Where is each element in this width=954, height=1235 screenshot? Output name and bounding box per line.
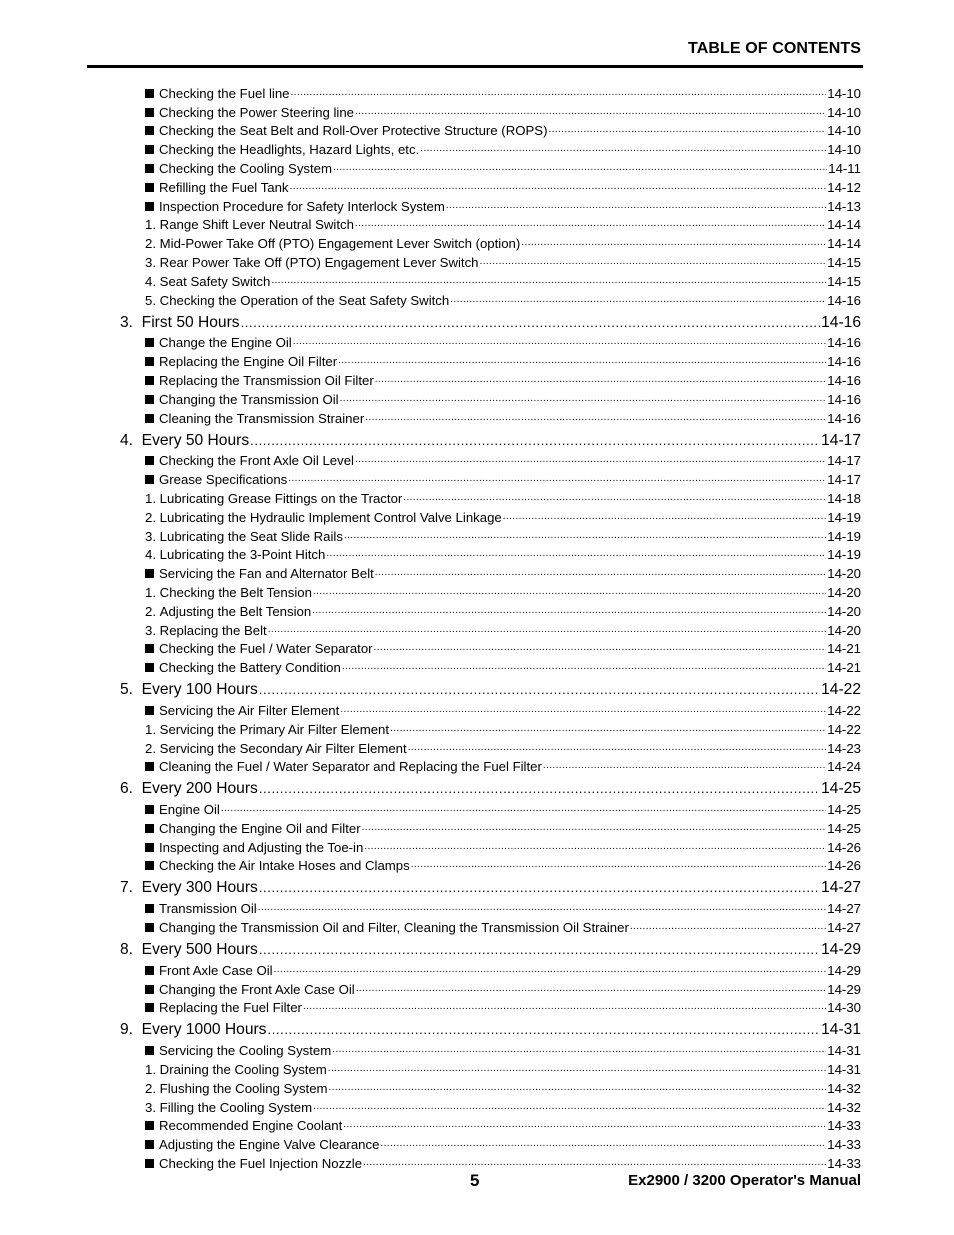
toc-entry-number: 3. bbox=[145, 1099, 160, 1115]
toc-entry-label: Grease Specifications bbox=[159, 472, 288, 488]
toc-entry-label: Checking the Cooling System bbox=[159, 160, 332, 176]
toc-entry-label: Lubricating Grease Fittings on the Tractor bbox=[159, 490, 403, 506]
square-bullet-icon bbox=[145, 1140, 154, 1149]
toc-entry-label: Replacing the Transmission Oil Filter bbox=[159, 372, 374, 388]
toc-entry-page: 14-25 bbox=[821, 780, 861, 798]
toc-entry-page: 14-25 bbox=[827, 820, 861, 836]
square-bullet-icon bbox=[145, 861, 154, 870]
toc-entry-page: 14-16 bbox=[827, 292, 861, 308]
toc-entry-page: 14-15 bbox=[827, 273, 861, 289]
toc-entry-label: Every 1000 Hours bbox=[141, 1021, 267, 1039]
square-bullet-icon bbox=[145, 414, 154, 423]
dot-leader bbox=[328, 1063, 826, 1075]
dot-leader bbox=[630, 921, 826, 933]
toc-entry-label: Refilling the Fuel Tank bbox=[159, 179, 289, 195]
toc-entry[interactable] bbox=[0, 1058, 954, 1077]
toc-entry-page: 14-12 bbox=[827, 179, 861, 195]
toc-entry-label: Servicing the Fan and Alternator Belt bbox=[159, 566, 374, 582]
square-bullet-icon bbox=[145, 985, 154, 994]
toc-entry[interactable] bbox=[0, 619, 954, 638]
toc-entry-page: 14-20 bbox=[827, 566, 861, 582]
toc-entry[interactable] bbox=[0, 798, 954, 817]
toc-entry-page: 14-29 bbox=[827, 981, 861, 997]
toc-entry-number: 5. bbox=[120, 681, 142, 699]
dot-leader bbox=[408, 742, 827, 754]
toc-entry[interactable] bbox=[0, 270, 954, 289]
dot-leader bbox=[342, 661, 826, 673]
toc-entry[interactable] bbox=[0, 138, 954, 157]
toc-entry-number: 4. bbox=[120, 431, 142, 449]
dot-leader bbox=[355, 454, 826, 466]
toc-section-entry[interactable] bbox=[0, 775, 954, 798]
dot-leader bbox=[312, 605, 826, 617]
toc-entry-page: 14-16 bbox=[827, 410, 861, 426]
dot-leader bbox=[290, 87, 826, 99]
toc-entry-number: 3. bbox=[120, 313, 142, 331]
dot-leader bbox=[343, 1119, 826, 1131]
toc-section-entry[interactable] bbox=[0, 936, 954, 959]
toc-entry-number: 2. bbox=[145, 740, 160, 756]
dot-leader bbox=[380, 1138, 826, 1150]
toc-entry[interactable] bbox=[0, 289, 954, 308]
dot-leader bbox=[313, 586, 826, 598]
toc-entry-page: 14-25 bbox=[827, 802, 861, 818]
dot-leader bbox=[340, 704, 826, 716]
toc-entry[interactable] bbox=[0, 1115, 954, 1134]
dot-leader bbox=[403, 492, 826, 504]
dot-leader bbox=[250, 433, 820, 448]
dot-leader bbox=[420, 143, 826, 155]
toc-entry[interactable] bbox=[0, 1152, 954, 1171]
toc-entry[interactable] bbox=[0, 997, 954, 1016]
toc-entry-number: 5. bbox=[145, 292, 160, 308]
toc-entry[interactable] bbox=[0, 332, 954, 351]
toc-entry-label: Changing the Front Axle Case Oil bbox=[159, 981, 355, 997]
toc-entry-page: 14-11 bbox=[828, 160, 861, 176]
toc-entry[interactable] bbox=[0, 1077, 954, 1096]
toc-entry-label: Checking the Front Axle Oil Level bbox=[159, 453, 354, 469]
square-bullet-icon bbox=[145, 644, 154, 653]
dot-leader bbox=[271, 275, 826, 287]
square-bullet-icon bbox=[145, 475, 154, 484]
square-bullet-icon bbox=[145, 904, 154, 913]
toc-entry-page: 14-23 bbox=[827, 740, 861, 756]
dot-leader bbox=[355, 106, 826, 118]
dot-leader bbox=[332, 1044, 826, 1056]
toc-entry-page: 14-33 bbox=[827, 1137, 861, 1153]
toc-entry-page: 14-10 bbox=[827, 142, 861, 158]
toc-section-entry[interactable] bbox=[0, 309, 954, 332]
toc-entry-label: Every 500 Hours bbox=[141, 941, 258, 959]
dot-leader bbox=[411, 859, 827, 871]
dot-leader bbox=[241, 315, 821, 330]
toc-entry[interactable] bbox=[0, 737, 954, 756]
toc-entry-page: 14-10 bbox=[827, 104, 861, 120]
toc-entry[interactable] bbox=[0, 544, 954, 563]
dot-leader bbox=[258, 902, 827, 914]
toc-entry-page: 14-31 bbox=[827, 1062, 861, 1078]
toc-entry-label: Checking the Fuel / Water Separator bbox=[159, 641, 373, 657]
toc-entry-page: 14-16 bbox=[821, 313, 861, 331]
toc-entry-page: 14-16 bbox=[827, 354, 861, 370]
toc-entry-number: 3. bbox=[145, 528, 160, 544]
dot-leader bbox=[375, 374, 827, 386]
toc-entry-page: 14-21 bbox=[827, 660, 861, 676]
dot-leader bbox=[268, 624, 827, 636]
square-bullet-icon bbox=[145, 395, 154, 404]
toc-entry-label: Checking the Fuel line bbox=[159, 85, 290, 101]
toc-entry-label: Inspecting and Adjusting the Toe-in bbox=[159, 839, 364, 855]
square-bullet-icon bbox=[145, 338, 154, 347]
toc-entry[interactable] bbox=[0, 468, 954, 487]
toc-entry-page: 14-10 bbox=[827, 123, 861, 139]
toc-entry-label: Every 50 Hours bbox=[141, 431, 250, 449]
toc-entry-page: 14-24 bbox=[827, 759, 861, 775]
toc-entry[interactable] bbox=[0, 525, 954, 544]
toc-entry[interactable] bbox=[0, 897, 954, 916]
toc-section-entry[interactable] bbox=[0, 1016, 954, 1039]
toc-entry[interactable] bbox=[0, 836, 954, 855]
toc-entry-number: 3. bbox=[145, 622, 160, 638]
toc-entry-label: Lubricating the 3-Point Hitch bbox=[159, 547, 326, 563]
toc-entry-page: 14-31 bbox=[827, 1043, 861, 1059]
toc-entry[interactable] bbox=[0, 562, 954, 581]
toc-entry-label: Checking the Headlights, Hazard Lights, etc. bbox=[159, 142, 420, 158]
dot-leader bbox=[326, 548, 826, 560]
dot-leader bbox=[274, 964, 827, 976]
square-bullet-icon bbox=[145, 145, 154, 154]
toc-entry-page: 14-27 bbox=[827, 901, 861, 917]
toc-entry[interactable] bbox=[0, 1039, 954, 1058]
toc-entry-label: Replacing the Fuel Filter bbox=[159, 1000, 302, 1016]
toc-entry[interactable] bbox=[0, 718, 954, 737]
toc-entry-label: Checking the Fuel Injection Nozzle bbox=[159, 1156, 363, 1172]
toc-entry-page: 14-26 bbox=[827, 858, 861, 874]
dot-leader bbox=[333, 162, 827, 174]
toc-entry-number: 2. bbox=[145, 603, 160, 619]
toc-entry-label: Every 100 Hours bbox=[141, 681, 258, 699]
toc-entry-label: Checking the Seat Belt and Roll-Over Protective Structure (ROPS) bbox=[159, 123, 548, 139]
toc-entry-number: 1. bbox=[145, 584, 160, 600]
toc-entry-label: Engine Oil bbox=[159, 802, 220, 818]
toc-entry-label: Lubricating the Hydraulic Implement Control Valve Linkage bbox=[159, 509, 502, 525]
dot-leader bbox=[303, 1001, 826, 1013]
toc-entry-label: Flushing the Cooling System bbox=[159, 1080, 328, 1096]
toc-entry-number: 8. bbox=[120, 941, 142, 959]
toc-entry-label: Servicing the Air Filter Element bbox=[159, 702, 340, 718]
toc-entry-label: Filling the Cooling System bbox=[159, 1099, 313, 1115]
toc-entry-page: 14-32 bbox=[827, 1080, 861, 1096]
toc-entry-page: 14-14 bbox=[827, 217, 861, 233]
dot-leader bbox=[548, 124, 826, 136]
toc-entry-label: Replacing the Belt bbox=[159, 622, 267, 638]
dot-leader bbox=[521, 237, 826, 249]
toc-entry-label: Checking the Air Intake Hoses and Clamps bbox=[159, 858, 410, 874]
dot-leader bbox=[362, 822, 827, 834]
toc-entry-label: Changing the Engine Oil and Filter bbox=[159, 820, 361, 836]
toc-entry-page: 14-31 bbox=[821, 1021, 861, 1039]
dot-leader bbox=[267, 1022, 820, 1037]
square-bullet-icon bbox=[145, 126, 154, 135]
dot-leader bbox=[293, 336, 827, 348]
toc-entry-page: 14-32 bbox=[827, 1099, 861, 1115]
toc-entry-label: Every 200 Hours bbox=[141, 780, 258, 798]
toc-entry-number: 1. bbox=[145, 721, 160, 737]
square-bullet-icon bbox=[145, 1159, 154, 1168]
dot-leader bbox=[543, 760, 826, 772]
toc-entry[interactable] bbox=[0, 450, 954, 469]
toc-entry-label: Front Axle Case Oil bbox=[159, 962, 273, 978]
toc-entry-page: 14-16 bbox=[827, 335, 861, 351]
toc-entry-page: 14-17 bbox=[827, 453, 861, 469]
square-bullet-icon bbox=[145, 569, 154, 578]
toc-entry-number: 2. bbox=[145, 509, 160, 525]
square-bullet-icon bbox=[145, 183, 154, 192]
toc-entry-page: 14-26 bbox=[827, 839, 861, 855]
square-bullet-icon bbox=[145, 1121, 154, 1130]
toc-section-entry[interactable] bbox=[0, 427, 954, 450]
toc-entry-label: Checking the Power Steering line bbox=[159, 104, 354, 120]
page-header-title: TABLE OF CONTENTS bbox=[688, 40, 861, 57]
toc-entry-number: 2. bbox=[145, 1080, 160, 1096]
toc-entry-number: 7. bbox=[120, 879, 142, 897]
dot-leader bbox=[329, 1082, 827, 1094]
toc-entry-number: 9. bbox=[120, 1021, 142, 1039]
toc-entry[interactable] bbox=[0, 232, 954, 251]
toc-entry-page: 14-19 bbox=[827, 547, 861, 563]
square-bullet-icon bbox=[145, 357, 154, 366]
toc-entry-page: 14-20 bbox=[827, 622, 861, 638]
toc-entry-label: Checking the Battery Condition bbox=[159, 660, 341, 676]
dot-leader bbox=[364, 841, 826, 853]
toc-entry-page: 14-21 bbox=[827, 641, 861, 657]
dot-leader bbox=[221, 803, 826, 815]
toc-entry-label: Cleaning the Fuel / Water Separator and Replacing the Fuel Filter bbox=[159, 759, 542, 775]
toc-entry-page: 14-10 bbox=[827, 85, 861, 101]
toc-entry-label: Adjusting the Engine Valve Clearance bbox=[159, 1137, 380, 1153]
toc-entry-page: 14-18 bbox=[827, 490, 861, 506]
square-bullet-icon bbox=[145, 805, 154, 814]
dot-leader bbox=[340, 393, 827, 405]
square-bullet-icon bbox=[145, 663, 154, 672]
dot-leader bbox=[365, 412, 826, 424]
table-of-contents bbox=[0, 82, 954, 1171]
toc-entry-page: 14-13 bbox=[827, 198, 861, 214]
toc-entry[interactable] bbox=[0, 1133, 954, 1152]
toc-entry-label: Replacing the Engine Oil Filter bbox=[159, 354, 338, 370]
footer-page-number: 5 bbox=[470, 1171, 480, 1190]
toc-entry-label: Adjusting the Belt Tension bbox=[159, 603, 312, 619]
toc-entry-label: Mid-Power Take Off (PTO) Engagement Lever Switch (option) bbox=[159, 236, 521, 252]
toc-entry[interactable] bbox=[0, 1096, 954, 1115]
toc-entry-page: 14-16 bbox=[827, 391, 861, 407]
toc-entry-page: 14-22 bbox=[827, 702, 861, 718]
dot-leader bbox=[259, 781, 820, 796]
toc-entry-number: 2. bbox=[145, 236, 160, 252]
dot-leader bbox=[374, 642, 827, 654]
toc-entry-label: Draining the Cooling System bbox=[159, 1062, 327, 1078]
square-bullet-icon bbox=[145, 89, 154, 98]
dot-leader bbox=[313, 1101, 826, 1113]
dot-leader bbox=[450, 294, 826, 306]
toc-entry-label: First 50 Hours bbox=[141, 313, 240, 331]
square-bullet-icon bbox=[145, 376, 154, 385]
toc-entry-page: 14-15 bbox=[827, 254, 861, 270]
toc-entry-number: 1. bbox=[145, 217, 160, 233]
square-bullet-icon bbox=[145, 923, 154, 932]
toc-entry[interactable] bbox=[0, 959, 954, 978]
toc-entry-number: 4. bbox=[145, 547, 160, 563]
dot-leader bbox=[288, 473, 826, 485]
dot-leader bbox=[390, 723, 826, 735]
toc-entry-label: Transmission Oil bbox=[159, 901, 257, 917]
toc-entry-label: Servicing the Primary Air Filter Element bbox=[159, 721, 390, 737]
toc-entry-label: Seat Safety Switch bbox=[159, 273, 271, 289]
square-bullet-icon bbox=[145, 1003, 154, 1012]
square-bullet-icon bbox=[145, 202, 154, 211]
toc-entry-label: Changing the Transmission Oil bbox=[159, 391, 339, 407]
toc-entry-label: Rear Power Take Off (PTO) Engagement Lever Switch bbox=[159, 254, 479, 270]
toc-entry-page: 14-29 bbox=[827, 962, 861, 978]
toc-entry-label: Range Shift Lever Neutral Switch bbox=[159, 217, 354, 233]
toc-entry-label: Every 300 Hours bbox=[141, 879, 258, 897]
toc-entry[interactable] bbox=[0, 195, 954, 214]
toc-entry-label: Change the Engine Oil bbox=[159, 335, 292, 351]
header-divider bbox=[87, 65, 863, 68]
toc-entry-label: Servicing the Secondary Air Filter Element bbox=[159, 740, 407, 756]
toc-entry[interactable] bbox=[0, 656, 954, 675]
toc-entry-page: 14-22 bbox=[827, 721, 861, 737]
toc-entry[interactable] bbox=[0, 101, 954, 120]
toc-entry-page: 14-33 bbox=[827, 1156, 861, 1172]
toc-entry-label: Recommended Engine Coolant bbox=[159, 1118, 343, 1134]
square-bullet-icon bbox=[145, 966, 154, 975]
toc-entry-number: 1. bbox=[145, 490, 160, 506]
dot-leader bbox=[259, 880, 820, 895]
toc-entry-number: 1. bbox=[145, 1062, 160, 1078]
toc-entry[interactable] bbox=[0, 855, 954, 874]
toc-entry-page: 14-19 bbox=[827, 528, 861, 544]
toc-entry[interactable] bbox=[0, 214, 954, 233]
toc-entry-label: Changing the Transmission Oil and Filter, Cleaning the Transmission Oil Strainer bbox=[159, 920, 629, 936]
toc-entry-number: 4. bbox=[145, 273, 160, 289]
toc-entry-page: 14-33 bbox=[827, 1118, 861, 1134]
toc-entry-label: Checking the Operation of the Seat Safety Switch bbox=[159, 292, 450, 308]
toc-entry[interactable] bbox=[0, 916, 954, 935]
toc-entry-page: 14-17 bbox=[821, 431, 861, 449]
toc-entry[interactable] bbox=[0, 251, 954, 270]
toc-entry[interactable] bbox=[0, 756, 954, 775]
square-bullet-icon bbox=[145, 762, 154, 771]
toc-entry[interactable] bbox=[0, 350, 954, 369]
dot-leader bbox=[259, 942, 820, 957]
dot-leader bbox=[375, 567, 826, 579]
toc-entry[interactable] bbox=[0, 817, 954, 836]
toc-entry-number: 3. bbox=[145, 254, 160, 270]
dot-leader bbox=[356, 983, 827, 995]
dot-leader bbox=[363, 1157, 826, 1169]
toc-entry-label: Checking the Belt Tension bbox=[159, 584, 312, 600]
square-bullet-icon bbox=[145, 108, 154, 117]
dot-leader bbox=[355, 218, 826, 230]
dot-leader bbox=[338, 355, 826, 367]
toc-section-entry[interactable] bbox=[0, 874, 954, 897]
toc-entry-page: 14-27 bbox=[827, 920, 861, 936]
toc-entry[interactable] bbox=[0, 506, 954, 525]
toc-entry-page: 14-29 bbox=[821, 941, 861, 959]
footer-manual-title: Ex2900 / 3200 Operator's Manual bbox=[628, 1172, 861, 1189]
square-bullet-icon bbox=[145, 1046, 154, 1055]
toc-entry[interactable] bbox=[0, 369, 954, 388]
dot-leader bbox=[344, 530, 826, 542]
dot-leader bbox=[503, 511, 827, 523]
toc-entry[interactable] bbox=[0, 388, 954, 407]
toc-entry-page: 14-14 bbox=[827, 236, 861, 252]
toc-entry-page: 14-30 bbox=[827, 1000, 861, 1016]
toc-entry[interactable] bbox=[0, 176, 954, 195]
toc-entry[interactable] bbox=[0, 600, 954, 619]
toc-entry-page: 14-27 bbox=[821, 879, 861, 897]
square-bullet-icon bbox=[145, 824, 154, 833]
toc-entry[interactable] bbox=[0, 120, 954, 139]
toc-entry[interactable] bbox=[0, 638, 954, 657]
square-bullet-icon bbox=[145, 164, 154, 173]
toc-entry[interactable] bbox=[0, 699, 954, 718]
toc-section-entry[interactable] bbox=[0, 676, 954, 699]
square-bullet-icon bbox=[145, 706, 154, 715]
toc-entry-page: 14-19 bbox=[827, 509, 861, 525]
toc-entry[interactable] bbox=[0, 407, 954, 426]
toc-entry-label: Inspection Procedure for Safety Interlock System bbox=[159, 198, 445, 214]
dot-leader bbox=[446, 200, 826, 212]
toc-entry-label: Cleaning the Transmission Strainer bbox=[159, 410, 365, 426]
dot-leader bbox=[480, 256, 827, 268]
toc-entry-page: 14-22 bbox=[821, 681, 861, 699]
toc-entry[interactable] bbox=[0, 978, 954, 997]
toc-entry-label: Servicing the Cooling System bbox=[159, 1043, 332, 1059]
toc-entry-page: 14-20 bbox=[827, 584, 861, 600]
toc-entry-page: 14-16 bbox=[827, 372, 861, 388]
toc-entry-label: Lubricating the Seat Slide Rails bbox=[159, 528, 343, 544]
toc-entry-number: 6. bbox=[120, 780, 142, 798]
toc-entry[interactable] bbox=[0, 82, 954, 101]
dot-leader bbox=[259, 682, 820, 697]
toc-entry[interactable] bbox=[0, 487, 954, 506]
dot-leader bbox=[290, 181, 827, 193]
toc-entry-page: 14-17 bbox=[827, 472, 861, 488]
square-bullet-icon bbox=[145, 843, 154, 852]
square-bullet-icon bbox=[145, 456, 154, 465]
toc-entry[interactable] bbox=[0, 157, 954, 176]
toc-entry-page: 14-20 bbox=[827, 603, 861, 619]
toc-entry[interactable] bbox=[0, 581, 954, 600]
